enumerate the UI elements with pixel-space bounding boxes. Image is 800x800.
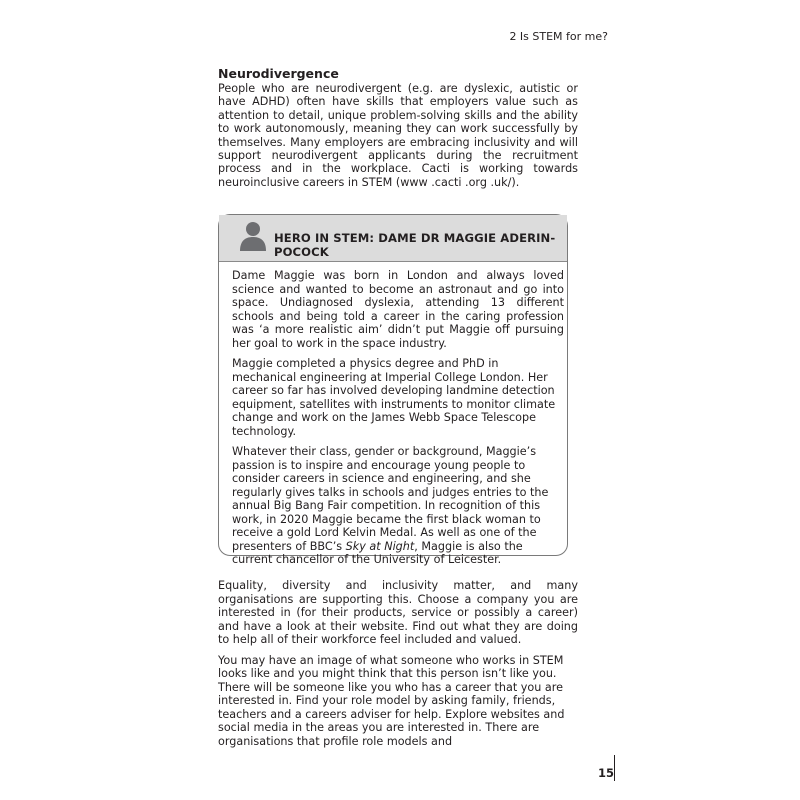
hero-paragraph-3-start: Whatever their class, gender or background, Maggie’s passion is to inspire and encourage young people to consider careers in science and engineering, and she regularly gives talks in schools and judges entries to the annual Big Bang Fair competition. In recognition of this work, in 2020 Maggie became the first black woman to receive a gold Lord Kelvin Medal. As well as one of the presenters of BBC’s — [232, 445, 549, 553]
hero-box-title: HERO IN STEM: DAME DR MAGGIE ADERIN-POCOCK — [274, 231, 556, 259]
bottom-paragraph-1: Equality, diversity and inclusivity matter, and many organisations are supporting this. Choose a company you are interested in (for their products, service or possibly a career) and have a look at their website. Find out what they are doing to help all of their workforce feel included and valued. — [218, 579, 578, 646]
hero-in-stem-box — [218, 214, 568, 566]
person-icon — [239, 221, 267, 251]
running-head: 2 Is STEM for me? — [509, 30, 608, 43]
hero-paragraph-1: Dame Maggie was born in London and always loved science and wanted to become an astronaut and go into space. Undiagnosed dyslexia, attending 13 different schools and being told a career in the caring profession was ‘a more realistic aim’ didn’t put Maggie off pursuing her goal to work in the space industry. — [232, 269, 564, 350]
hero-paragraph-3-end: , Maggie is also the current chancellor of the University of Leicester. — [232, 539, 523, 566]
hero-paragraph-2: Maggie completed a physics degree and PhD in mechanical engineering at Imperial College London. Her career so far has involved developing landmine detection equipment, satellites with instruments to monitor climate change and work on the James Webb Space Telescope technology. — [232, 357, 556, 438]
bottom-paragraph-2: You may have an image of what someone who works in STEM looks like and you might think that this person isn’t like you. There will be someone like you who has a career that you are interested in. Find your role model by asking family, friends, teachers and a careers adviser for help. Explore websites and social media in the areas you are interested in. There are organisations that profile role models and — [218, 653, 565, 748]
section-body: People who are neurodivergent (e.g. are dyslexic, autistic or have ADHD) often have skills that employers value such as attention to detail, unique problem-solving skills and the ability to work autonomously, meaning they can work successfully by themselves. Many employers are embracing inclusivity and will support neurodivergent applicants during the recruitment process and in the workplace. Cacti is working towards neuroinclusive careers in STEM (www .cacti .org .uk/). — [218, 82, 578, 189]
section-heading: Neurodivergence — [218, 66, 339, 81]
hero-box-header — [219, 215, 567, 262]
hero-paragraph-3 — [232, 445, 564, 567]
page-number: 15 — [598, 766, 615, 780]
bottom-text — [218, 579, 578, 755]
neurodivergence-section — [218, 66, 578, 189]
sky-at-night-title: Sky at Night — [345, 539, 415, 553]
page-number-rule — [614, 755, 615, 781]
hero-box-body — [232, 269, 564, 574]
